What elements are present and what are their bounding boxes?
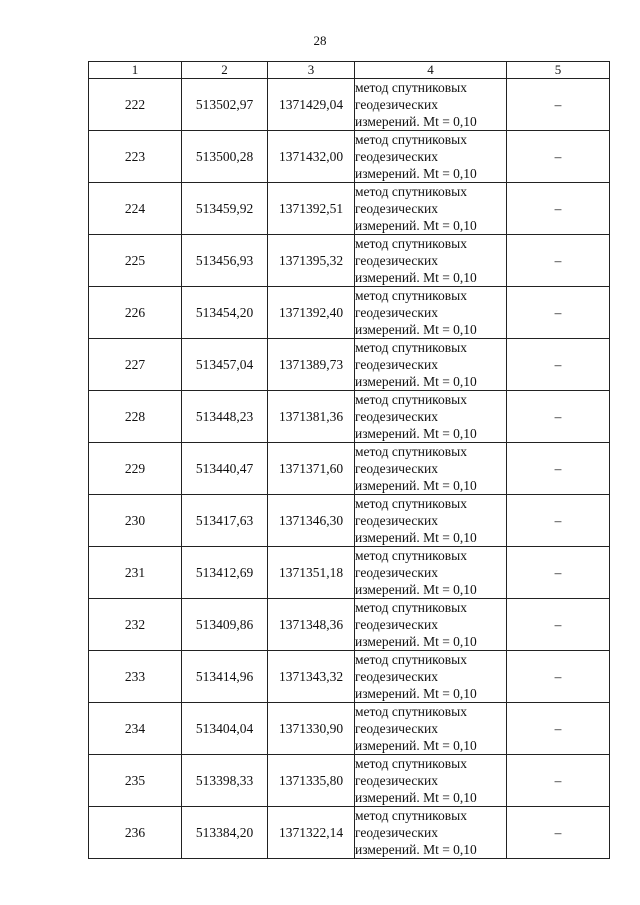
method-text-line: метод спутниковых <box>355 392 467 407</box>
method-text-line: геодезических <box>355 149 438 164</box>
method-text-line: метод спутниковых <box>355 652 467 667</box>
method-text-line: геодезических <box>355 617 438 632</box>
table-row <box>89 131 610 183</box>
method-text-line: метод спутниковых <box>355 288 467 303</box>
table-header-row <box>89 62 610 79</box>
method-text-line: метод спутниковых <box>355 444 467 459</box>
method-cell <box>355 807 507 859</box>
method-text-line: измерений. Mt = 0,10 <box>355 166 477 181</box>
y-coordinate-cell: 1371343,32 <box>268 651 355 703</box>
x-coordinate-cell: 513440,47 <box>182 443 268 495</box>
method-text-line: метод спутниковых <box>355 132 467 147</box>
description-cell: – <box>507 703 610 755</box>
x-coordinate-cell: 513459,92 <box>182 183 268 235</box>
method-text-line: геодезических <box>355 565 438 580</box>
x-coordinate-cell: 513398,33 <box>182 755 268 807</box>
method-text-line: геодезических <box>355 97 438 112</box>
table-row <box>89 807 610 859</box>
x-coordinate-cell: 513384,20 <box>182 807 268 859</box>
method-text-line: измерений. Mt = 0,10 <box>355 114 477 129</box>
method-text-line: измерений. Mt = 0,10 <box>355 426 477 441</box>
method-text-line: метод спутниковых <box>355 756 467 771</box>
x-coordinate-cell: 513500,28 <box>182 131 268 183</box>
description-cell: – <box>507 183 610 235</box>
method-text-line: геодезических <box>355 305 438 320</box>
method-text-line: геодезических <box>355 253 438 268</box>
point-number-cell: 222 <box>89 79 182 131</box>
method-cell <box>355 755 507 807</box>
column-header-4: 4 <box>355 62 507 79</box>
method-cell <box>355 287 507 339</box>
y-coordinate-cell: 1371346,30 <box>268 495 355 547</box>
description-cell: – <box>507 443 610 495</box>
point-number-cell: 227 <box>89 339 182 391</box>
point-number-cell: 229 <box>89 443 182 495</box>
method-text-line: геодезических <box>355 669 438 684</box>
x-coordinate-cell: 513502,97 <box>182 79 268 131</box>
x-coordinate-cell: 513457,04 <box>182 339 268 391</box>
y-coordinate-cell: 1371432,00 <box>268 131 355 183</box>
table-row <box>89 755 610 807</box>
method-cell <box>355 235 507 287</box>
method-text-line: измерений. Mt = 0,10 <box>355 582 477 597</box>
table-row <box>89 287 610 339</box>
x-coordinate-cell: 513417,63 <box>182 495 268 547</box>
description-cell: – <box>507 79 610 131</box>
method-cell <box>355 391 507 443</box>
description-cell: – <box>507 339 610 391</box>
table-row <box>89 183 610 235</box>
description-cell: – <box>507 547 610 599</box>
method-cell <box>355 131 507 183</box>
method-text-line: метод спутниковых <box>355 496 467 511</box>
method-text-line: метод спутниковых <box>355 340 467 355</box>
table-row <box>89 339 610 391</box>
table-row <box>89 703 610 755</box>
method-text-line: метод спутниковых <box>355 600 467 615</box>
method-cell <box>355 183 507 235</box>
method-cell <box>355 703 507 755</box>
point-number-cell: 236 <box>89 807 182 859</box>
method-text-line: измерений. Mt = 0,10 <box>355 790 477 805</box>
method-text-line: геодезических <box>355 201 438 216</box>
method-cell <box>355 495 507 547</box>
x-coordinate-cell: 513454,20 <box>182 287 268 339</box>
method-text-line: геодезических <box>355 513 438 528</box>
method-text-line: метод спутниковых <box>355 236 467 251</box>
description-cell: – <box>507 755 610 807</box>
method-text-line: измерений. Mt = 0,10 <box>355 374 477 389</box>
column-header-2: 2 <box>182 62 268 79</box>
x-coordinate-cell: 513456,93 <box>182 235 268 287</box>
method-text-line: измерений. Mt = 0,10 <box>355 530 477 545</box>
method-text-line: метод спутниковых <box>355 80 467 95</box>
table-row <box>89 79 610 131</box>
method-text-line: измерений. Mt = 0,10 <box>355 634 477 649</box>
method-cell <box>355 547 507 599</box>
description-cell: – <box>507 391 610 443</box>
method-text-line: измерений. Mt = 0,10 <box>355 842 477 857</box>
point-number-cell: 226 <box>89 287 182 339</box>
method-text-line: измерений. Mt = 0,10 <box>355 218 477 233</box>
method-text-line: измерений. Mt = 0,10 <box>355 478 477 493</box>
table-row <box>89 547 610 599</box>
description-cell: – <box>507 495 610 547</box>
point-number-cell: 230 <box>89 495 182 547</box>
method-text-line: геодезических <box>355 357 438 372</box>
y-coordinate-cell: 1371381,36 <box>268 391 355 443</box>
x-coordinate-cell: 513404,04 <box>182 703 268 755</box>
method-cell <box>355 599 507 651</box>
y-coordinate-cell: 1371429,04 <box>268 79 355 131</box>
y-coordinate-cell: 1371348,36 <box>268 599 355 651</box>
method-text-line: метод спутниковых <box>355 548 467 563</box>
x-coordinate-cell: 513412,69 <box>182 547 268 599</box>
method-text-line: метод спутниковых <box>355 808 467 823</box>
point-number-cell: 233 <box>89 651 182 703</box>
method-text-line: геодезических <box>355 721 438 736</box>
table-row <box>89 495 610 547</box>
table-row <box>89 443 610 495</box>
method-text-line: геодезических <box>355 461 438 476</box>
point-number-cell: 234 <box>89 703 182 755</box>
y-coordinate-cell: 1371389,73 <box>268 339 355 391</box>
column-header-5: 5 <box>507 62 610 79</box>
y-coordinate-cell: 1371335,80 <box>268 755 355 807</box>
table-row <box>89 391 610 443</box>
y-coordinate-cell: 1371395,32 <box>268 235 355 287</box>
coordinates-table <box>88 61 610 859</box>
description-cell: – <box>507 651 610 703</box>
column-header-1: 1 <box>89 62 182 79</box>
x-coordinate-cell: 513414,96 <box>182 651 268 703</box>
method-text-line: метод спутниковых <box>355 704 467 719</box>
method-text-line: измерений. Mt = 0,10 <box>355 322 477 337</box>
method-cell <box>355 79 507 131</box>
point-number-cell: 224 <box>89 183 182 235</box>
method-text-line: геодезических <box>355 773 438 788</box>
y-coordinate-cell: 1371392,51 <box>268 183 355 235</box>
x-coordinate-cell: 513448,23 <box>182 391 268 443</box>
y-coordinate-cell: 1371322,14 <box>268 807 355 859</box>
method-text-line: геодезических <box>355 409 438 424</box>
table-row <box>89 235 610 287</box>
description-cell: – <box>507 235 610 287</box>
x-coordinate-cell: 513409,86 <box>182 599 268 651</box>
point-number-cell: 231 <box>89 547 182 599</box>
point-number-cell: 235 <box>89 755 182 807</box>
point-number-cell: 223 <box>89 131 182 183</box>
y-coordinate-cell: 1371392,40 <box>268 287 355 339</box>
y-coordinate-cell: 1371371,60 <box>268 443 355 495</box>
point-number-cell: 225 <box>89 235 182 287</box>
method-text-line: измерений. Mt = 0,10 <box>355 686 477 701</box>
method-text-line: метод спутниковых <box>355 184 467 199</box>
table-body <box>89 79 610 859</box>
description-cell: – <box>507 287 610 339</box>
point-number-cell: 228 <box>89 391 182 443</box>
y-coordinate-cell: 1371351,18 <box>268 547 355 599</box>
method-text-line: измерений. Mt = 0,10 <box>355 738 477 753</box>
point-number-cell: 232 <box>89 599 182 651</box>
method-text-line: геодезических <box>355 825 438 840</box>
page-number: 28 <box>313 33 327 48</box>
method-text-line: измерений. Mt = 0,10 <box>355 270 477 285</box>
method-cell <box>355 651 507 703</box>
method-cell <box>355 339 507 391</box>
column-header-3: 3 <box>268 62 355 79</box>
table-row <box>89 599 610 651</box>
description-cell: – <box>507 599 610 651</box>
description-cell: – <box>507 807 610 859</box>
y-coordinate-cell: 1371330,90 <box>268 703 355 755</box>
method-cell <box>355 443 507 495</box>
description-cell: – <box>507 131 610 183</box>
table-row <box>89 651 610 703</box>
